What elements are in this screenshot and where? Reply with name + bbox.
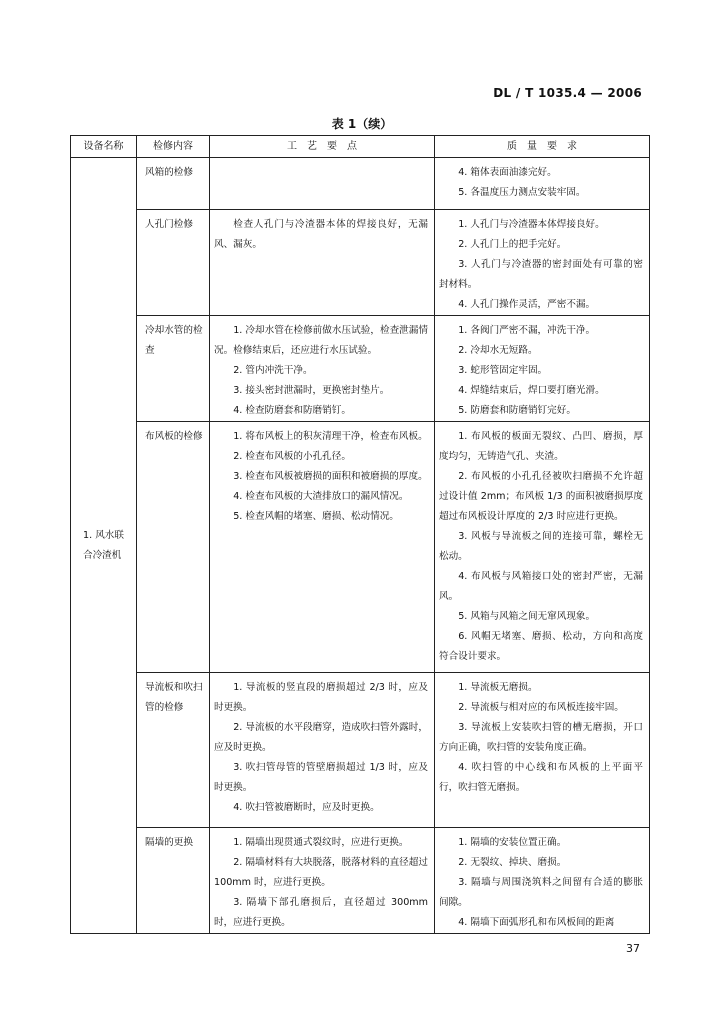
process-list <box>214 321 428 421</box>
item-cell <box>137 828 210 934</box>
header-requirements: 质 量 要 求 <box>435 136 650 158</box>
list-item: 2. 导流板与相对应的布风板连接牢固。 <box>458 702 624 713</box>
device-name: 1. 风水联合冷渣机 <box>83 529 124 561</box>
requirements-cell <box>435 422 650 673</box>
requirements-cell <box>435 210 650 316</box>
standard-code: DL / T 1035.4 — 2006 <box>493 86 642 100</box>
list-item: 6. 风帽无堵塞、磨损、松动，方向和高度符合设计要求。 <box>439 631 643 662</box>
requirements-cell <box>435 673 650 828</box>
table-row <box>71 158 650 210</box>
table-row <box>71 828 650 934</box>
item-cell <box>137 158 210 210</box>
list-item: 3. 隔墙与周围浇筑料之间留有合适的膨胀间隙。 <box>439 877 643 908</box>
process-cell <box>210 210 435 316</box>
item-cell <box>137 316 210 422</box>
list-item: 2. 隔墙材料有大块脱落，脱落材料的直径超过 100mm 时，应进行更换。 <box>214 857 428 888</box>
item-cell <box>137 210 210 316</box>
list-item: 检查人孔门与冷渣器本体的焊接良好，无漏风、漏灰。 <box>214 219 428 250</box>
list-item: 3. 吹扫管母管的管壁磨损超过 1/3 时，应及时更换。 <box>214 762 428 793</box>
list-item: 3. 人孔门与冷渣器的密封面处有可靠的密封材料。 <box>439 259 643 290</box>
process-list <box>214 215 428 255</box>
requirements-list <box>439 678 643 798</box>
list-item: 2. 导流板的水平段磨穿，造成吹扫管外露时，应及时更换。 <box>214 722 428 753</box>
list-item: 3. 接头密封泄漏时，更换密封垫片。 <box>233 385 390 396</box>
list-item: 2. 无裂纹、掉块、磨损。 <box>458 857 567 868</box>
process-cell <box>210 422 435 673</box>
list-item: 3. 检查布风板被磨损的面积和被磨损的厚度。 <box>233 471 428 482</box>
list-item: 4. 吹扫管的中心线和布风板的上平面平行，吹扫管无磨损。 <box>439 762 643 793</box>
process-list <box>214 678 428 818</box>
list-item: 5. 防磨套和防磨销钉完好。 <box>458 405 576 416</box>
list-item: 5. 风箱与风箱之间无窜风现象。 <box>458 611 596 622</box>
list-item: 1. 将布风板上的积灰清理干净，检查布风板。 <box>233 431 428 442</box>
table-row <box>71 422 650 673</box>
list-item: 3. 导流板上安装吹扫管的槽无磨损，开口方向正确，吹扫管的安装角度正确。 <box>439 722 643 753</box>
page-number: 37 <box>626 942 640 955</box>
list-item: 5. 检查风帽的堵塞、磨损、松动情况。 <box>233 511 399 522</box>
list-item: 2. 人孔门上的把手完好。 <box>458 239 567 250</box>
item-name: 导流板和吹扫管的检修 <box>145 682 203 713</box>
process-cell <box>210 316 435 422</box>
table-caption: 表 1（续） <box>331 117 393 131</box>
list-item: 4. 焊缝结束后，焊口要打磨光滑。 <box>458 385 605 396</box>
list-item: 1. 人孔门与冷渣器本体焊接良好。 <box>458 219 605 230</box>
list-item: 4. 人孔门操作灵活，严密不漏。 <box>458 299 596 310</box>
list-item: 2. 管内冲洗干净。 <box>233 365 313 376</box>
item-name: 人孔门检修 <box>145 219 193 230</box>
list-item: 4. 箱体表面油漆完好。 <box>458 167 557 178</box>
device-name-cell <box>71 158 137 934</box>
table-row <box>71 210 650 316</box>
header-item: 检修内容 <box>137 136 210 158</box>
list-item: 2. 冷却水无短路。 <box>458 345 538 356</box>
list-item: 4. 隔墙下面弧形孔和布风板间的距离 <box>458 917 615 928</box>
header-process: 工 艺 要 点 <box>210 136 435 158</box>
process-list <box>214 427 428 527</box>
list-item: 2. 检查布风板的小孔孔径。 <box>233 451 351 462</box>
maintenance-table <box>70 135 650 934</box>
requirements-list <box>439 321 643 421</box>
list-item: 3. 隔墙下部孔磨损后，直径超过 300mm 时，应进行更换。 <box>214 897 428 928</box>
requirements-list <box>439 427 643 667</box>
item-cell <box>137 422 210 673</box>
list-item: 2. 布风板的小孔孔径被吹扫磨损不允许超过设计值 2mm；布风板 1/3 的面积被磨损厚度超过布风板设计厚度的 2/3 时应进行更换。 <box>439 471 643 522</box>
list-item: 1. 导流板无磨损。 <box>458 682 538 693</box>
list-item: 4. 布风板与风箱接口处的密封严密，无漏风。 <box>439 571 643 602</box>
process-cell <box>210 673 435 828</box>
list-item: 1. 布风板的板面无裂纹、凸凹、磨损，厚度均匀，无铸造气孔、夹渣。 <box>439 431 643 462</box>
list-item: 1. 隔墙出现贯通式裂纹时，应进行更换。 <box>233 837 409 848</box>
item-name: 风箱的检修 <box>145 167 193 178</box>
item-cell <box>137 673 210 828</box>
list-item: 1. 导流板的竖直段的磨损超过 2/3 时，应及时更换。 <box>214 682 428 713</box>
process-cell <box>210 828 435 934</box>
list-item: 3. 风板与导流板之间的连接可靠，螺栓无松动。 <box>439 531 643 562</box>
list-item: 4. 检查防磨套和防磨销钉。 <box>233 405 351 416</box>
list-item: 4. 检查布风板的大渣排放口的漏风情况。 <box>233 491 409 502</box>
item-name: 布风板的检修 <box>145 431 203 442</box>
list-item: 4. 吹扫管被磨断时，应及时更换。 <box>233 802 380 813</box>
list-item: 1. 冷却水管在检修前做水压试验，检查泄漏情况。检修结束后，还应进行水压试验。 <box>214 325 428 356</box>
requirements-list <box>439 833 643 933</box>
requirements-cell <box>435 316 650 422</box>
process-cell <box>210 158 435 210</box>
list-item: 1. 隔墙的安装位置正确。 <box>458 837 567 848</box>
table-row <box>71 673 650 828</box>
table-header-row <box>71 136 650 158</box>
item-name: 隔墙的更换 <box>145 837 193 848</box>
table-row <box>71 316 650 422</box>
list-item: 1. 各阀门严密不漏，冲洗干净。 <box>458 325 596 336</box>
process-list <box>214 833 428 933</box>
list-item: 3. 蛇形管固定牢固。 <box>458 365 548 376</box>
header-device: 设备名称 <box>71 136 137 158</box>
requirements-cell <box>435 828 650 934</box>
list-item: 5. 各温度压力测点安装牢固。 <box>458 187 586 198</box>
requirements-cell <box>435 158 650 210</box>
item-name: 冷却水管的检查 <box>145 325 203 356</box>
requirements-list <box>439 215 643 315</box>
requirements-list <box>439 163 643 203</box>
